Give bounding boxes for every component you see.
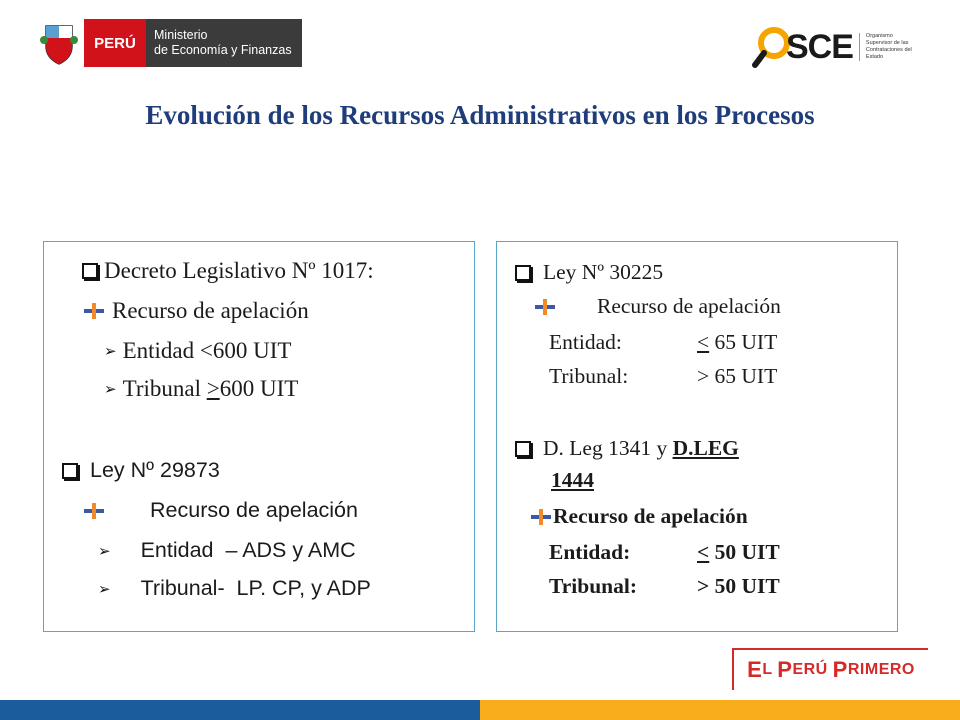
row-value: 50 UIT <box>709 574 780 598</box>
left-section2-item <box>98 538 356 563</box>
left-section2-heading-text: Ley Nº 29873 <box>90 458 220 482</box>
left-content-box <box>43 241 475 632</box>
mef-country-label: PERÚ <box>84 19 146 67</box>
left-section2-heading <box>62 458 220 483</box>
left-section1-item <box>104 376 298 402</box>
slogan-part: P <box>832 657 848 682</box>
right-section1-sub <box>535 294 781 319</box>
cross-bullet-icon <box>531 509 551 525</box>
slogan-part: RIMERO <box>847 661 915 678</box>
right-section1-row <box>549 330 777 355</box>
slogan-logo <box>732 648 928 690</box>
right-section1-row <box>549 364 777 389</box>
magnifier-icon <box>752 25 790 69</box>
left-section1-sub-text: Recurso de apelación <box>112 298 309 323</box>
slogan-part: E <box>747 657 763 682</box>
row-operator: < <box>697 330 710 354</box>
osce-subtitle: Organismo Supervisor de las Contrataciones del Estado <box>859 33 920 61</box>
checkbox-bullet-icon <box>515 265 531 281</box>
page-title: Evolución de los Recursos Administrativos en los Procesos <box>145 100 815 130</box>
osce-logo <box>752 24 920 70</box>
footer-bar-yellow <box>480 700 960 720</box>
left-section1-sub <box>84 298 309 324</box>
left-section1-item-text: Entidad <600 UIT <box>122 338 292 363</box>
row-operator: > <box>697 364 710 388</box>
checkbox-bullet-icon <box>62 463 78 479</box>
right-section2-heading <box>515 436 739 461</box>
row-value: 65 UIT <box>709 364 778 388</box>
left-section1-item <box>104 338 291 364</box>
right-section2-sub <box>531 504 748 529</box>
row-operator: < <box>697 540 710 564</box>
footer-bar-blue <box>0 700 480 720</box>
left-section1-heading <box>82 258 374 284</box>
greater-equal-sign: > <box>206 376 220 401</box>
left-section2-item <box>98 576 371 601</box>
right-section2-row <box>549 540 780 565</box>
osce-wordmark: SCE <box>786 27 853 66</box>
row-label: Entidad: <box>549 540 631 564</box>
mef-ministry-line2: de Economía y Finanzas <box>154 43 292 57</box>
right-section2-sub-text: Recurso de apelación <box>553 504 748 528</box>
arrow-bullet-icon: ➢ <box>98 542 111 560</box>
row-label: Tribunal: <box>549 574 638 598</box>
mef-ministry-line1: Ministerio <box>154 28 208 42</box>
mef-ministry-label <box>146 19 302 67</box>
row-value: 65 UIT <box>709 330 778 354</box>
left-section2-item-text: Tribunal- LP. CP, y ADP <box>140 576 371 600</box>
cross-bullet-icon <box>535 299 555 315</box>
row-label: Tribunal: <box>549 364 629 388</box>
right-section2-heading-law: D.LEG <box>672 436 739 460</box>
left-section2-item-text: Entidad – ADS y AMC <box>140 538 356 562</box>
row-operator: > <box>697 574 710 598</box>
checkbox-bullet-icon <box>515 441 531 457</box>
right-section2-heading-text: D. Leg 1341 y <box>543 436 673 460</box>
cross-bullet-icon <box>84 303 104 319</box>
arrow-bullet-icon: ➢ <box>98 580 111 598</box>
right-section1-heading-text: Ley Nº 30225 <box>543 260 664 284</box>
left-section1-heading-text: Decreto Legislativo Nº 1017: <box>104 258 374 283</box>
left-section1-item-value: 600 UIT <box>219 376 299 401</box>
cross-bullet-icon <box>84 503 104 519</box>
slogan-part: ERÚ <box>792 661 833 678</box>
mef-logo <box>40 18 302 68</box>
checkbox-bullet-icon <box>82 263 98 279</box>
left-section2-sub-text: Recurso de apelación <box>150 498 358 522</box>
shield-icon <box>40 20 78 66</box>
right-section2-row <box>549 574 780 599</box>
slogan-part: L <box>762 661 778 678</box>
right-section1-sub-text: Recurso de apelación <box>597 294 781 318</box>
right-section2-heading-cont: 1444 <box>551 468 594 492</box>
row-label: Entidad: <box>549 330 622 354</box>
arrow-bullet-icon: ➢ <box>104 343 117 360</box>
left-section1-item-text: Tribunal <box>122 376 207 401</box>
left-section2-sub <box>84 498 358 523</box>
right-content-box <box>496 241 898 632</box>
arrow-bullet-icon: ➢ <box>104 381 117 398</box>
slogan-part: P <box>777 657 793 682</box>
row-value: 50 UIT <box>709 540 780 564</box>
right-section1-heading <box>515 260 663 285</box>
